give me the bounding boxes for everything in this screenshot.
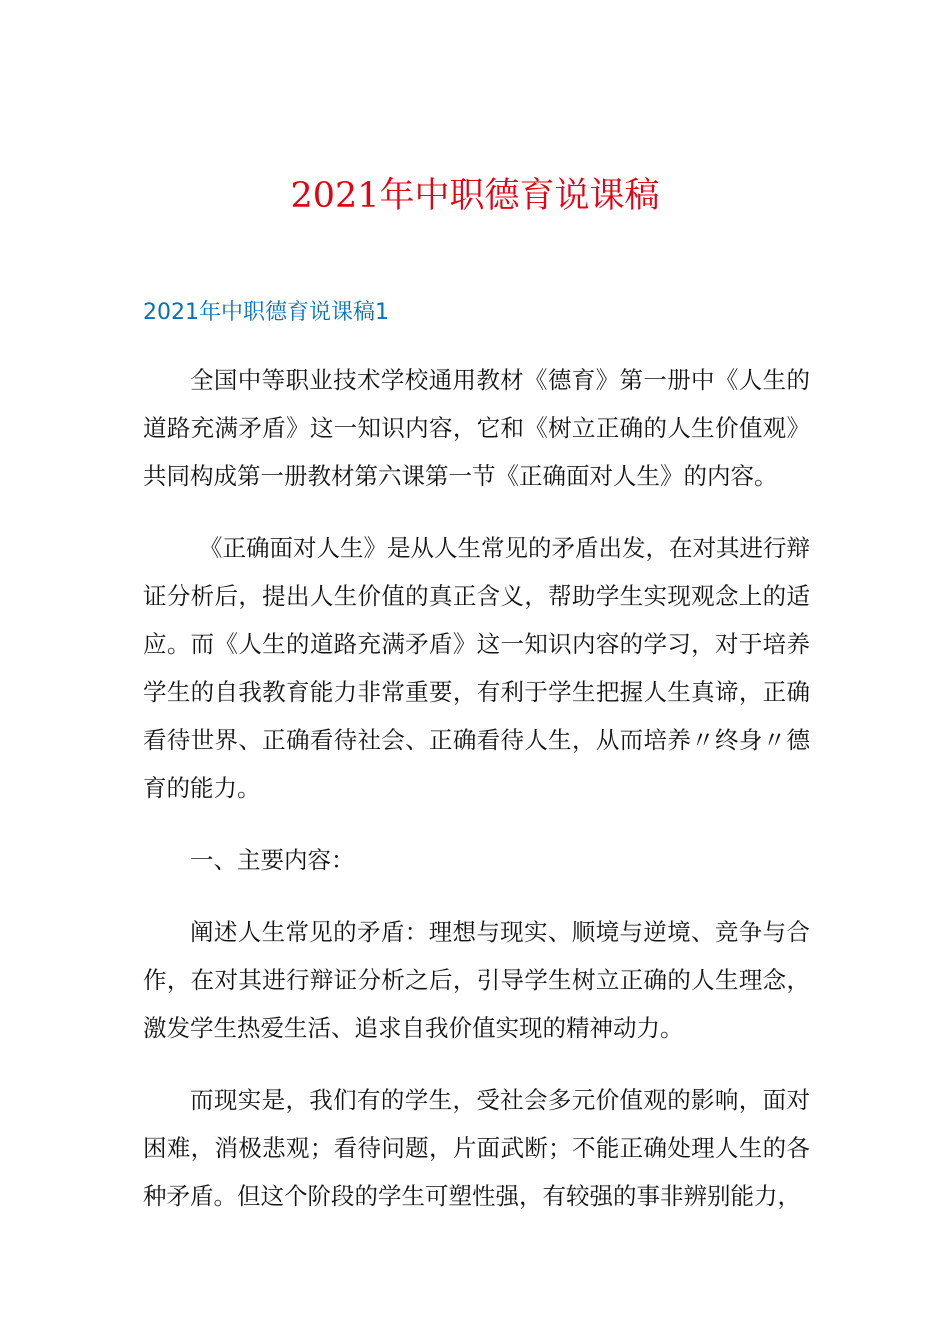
paragraph: 全国中等职业技术学校通用教材《德育》第一册中《人生的道路充满矛盾》这一知识内容，它和《树立正确的人生价值观》共同构成第一册教材第六课第一节《正确面对人生》的内容。 (143, 366, 810, 490)
paragraph: 《正确面对人生》是从人生常见的矛盾出发，在对其进行辩证分析后，提出人生价值的真正含义，帮助学生实现观念上的适应。而《人生的道路充满矛盾》这一知识内容的学习，对于培养学生的自我教育能力非常重要，有利于学生把握人生真谛，正确看待世界、正确看待社会、正确看待人生，从而培养〃终身〃德育的能力。 (143, 534, 810, 802)
section-heading: 2021年中职德育说课稿1 (143, 300, 389, 325)
paragraph: 阐述人生常见的矛盾：理想与现实、顺境与逆境、竞争与合作，在对其进行辩证分析之后，引导学生树立正确的人生理念，激发学生热爱生活、追求自我价值实现的精神动力。 (143, 918, 810, 1042)
subsection-heading: 一、主要内容： (190, 846, 355, 874)
paragraph: 而现实是，我们有的学生，受社会多元价值观的影响，面对困难，消极悲观；看待问题，片面武断；不能正确处理人生的各种矛盾。但这个阶段的学生可塑性强，有较强的事非辨别能力， (143, 1086, 810, 1210)
document-body (143, 356, 810, 1244)
document-title: 2021年中职德育说课稿 (290, 176, 660, 216)
